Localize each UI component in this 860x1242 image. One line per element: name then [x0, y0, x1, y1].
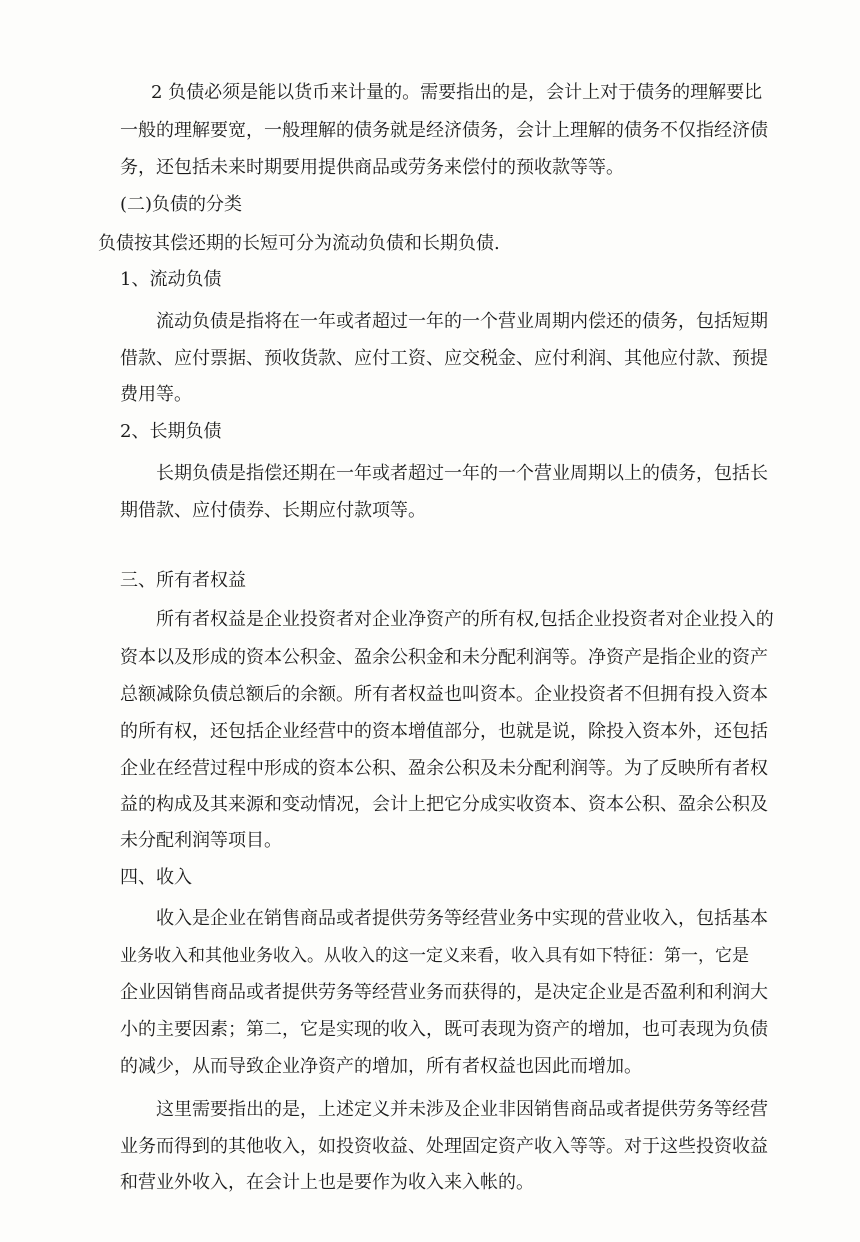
owners-equity-line-7: 未分配利润等项目。	[120, 830, 282, 851]
owners-equity-line-3: 总额减除负债总额后的余额。所有者权益也叫资本。企业投资者不但拥有投入资本	[120, 684, 768, 705]
long-term-liabilities-line-1: 长期负债是指偿还期在一年或者超过一年的一个营业周期以上的债务，包括长	[156, 463, 768, 484]
liability-point2-line-3: 务，还包括未来时期要用提供商品或劳务来偿付的预收款等等。	[120, 157, 624, 178]
revenue-para2-line-3: 和营业外收入，在会计上也是要作为收入来入帐的。	[120, 1172, 534, 1193]
owners-equity-line-6: 益的构成及其来源和变动情况，会计上把它分成实收资本、资本公积、盈余公积及	[120, 794, 768, 815]
revenue-para1-line-1: 收入是企业在销售商品或者提供劳务等经营业务中实现的营业收入，包括基本	[156, 908, 768, 929]
owners-equity-line-5: 企业在经营过程中形成的资本公积、盈余公积及未分配利润等。为了反映所有者权	[120, 758, 768, 779]
revenue-para2-line-2: 业务而得到的其他收入，如投资收益、处理固定资产收入等等。对于这些投资收益	[120, 1136, 768, 1157]
revenue-para1-line-3: 企业因销售商品或者提供劳务等经营业务而获得的，是决定企业是否盈利和利润大	[120, 982, 768, 1003]
current-liabilities-line-3: 费用等。	[120, 384, 192, 405]
revenue-heading: 四、收入	[120, 867, 192, 888]
owners-equity-line-4: 的所有权，还包括企业经营中的资本增值部分，也就是说，除投入资本外，还包括	[120, 721, 768, 742]
long-term-liabilities-line-2: 期借款、应付债券、长期应付款项等。	[120, 500, 426, 521]
liability-point2-line-2: 一般的理解要宽，一般理解的债务就是经济债务，会计上理解的债务不仅指经济债	[120, 120, 768, 141]
revenue-para1-line-4: 小的主要因素；第二，它是实现的收入，既可表现为资产的增加，也可表现为负债	[120, 1019, 768, 1040]
current-liabilities-line-2: 借款、应付票据、预收货款、应付工资、应交税金、应付利润、其他应付款、预提	[120, 348, 768, 369]
revenue-para1-line-2: 业务收入和其他业务收入。从收入的这一定义来看，收入具有如下特征：第一，它是	[120, 946, 749, 966]
owners-equity-heading: 三、所有者权益	[120, 570, 246, 591]
liability-point2-line-1: 2 负债必须是能以货币来计量的。需要指出的是，会计上对于债务的理解要比	[151, 82, 763, 103]
revenue-para1-line-5: 的减少，从而导致企业净资产的增加，所有者权益也因此而增加。	[120, 1056, 642, 1077]
owners-equity-line-2: 资本以及形成的资本公积金、盈余公积金和未分配利润等。净资产是指企业的资产	[120, 647, 768, 668]
current-liabilities-heading: 1、流动负债	[120, 269, 222, 290]
revenue-para2-line-1: 这里需要指出的是，上述定义并未涉及企业非因销售商品或者提供劳务等经营	[156, 1099, 768, 1120]
classification-heading: (二)负债的分类	[120, 194, 243, 215]
long-term-liabilities-heading: 2、长期负债	[120, 421, 222, 442]
current-liabilities-line-1: 流动负债是指将在一年或者超过一年的一个营业周期内偿还的债务，包括短期	[156, 311, 768, 332]
owners-equity-line-1: 所有者权益是企业投资者对企业净资产的所有权,包括企业投资者对企业投入的	[156, 609, 774, 630]
classification-intro: 负债按其偿还期的长短可分为流动负债和长期负债.	[98, 233, 500, 254]
